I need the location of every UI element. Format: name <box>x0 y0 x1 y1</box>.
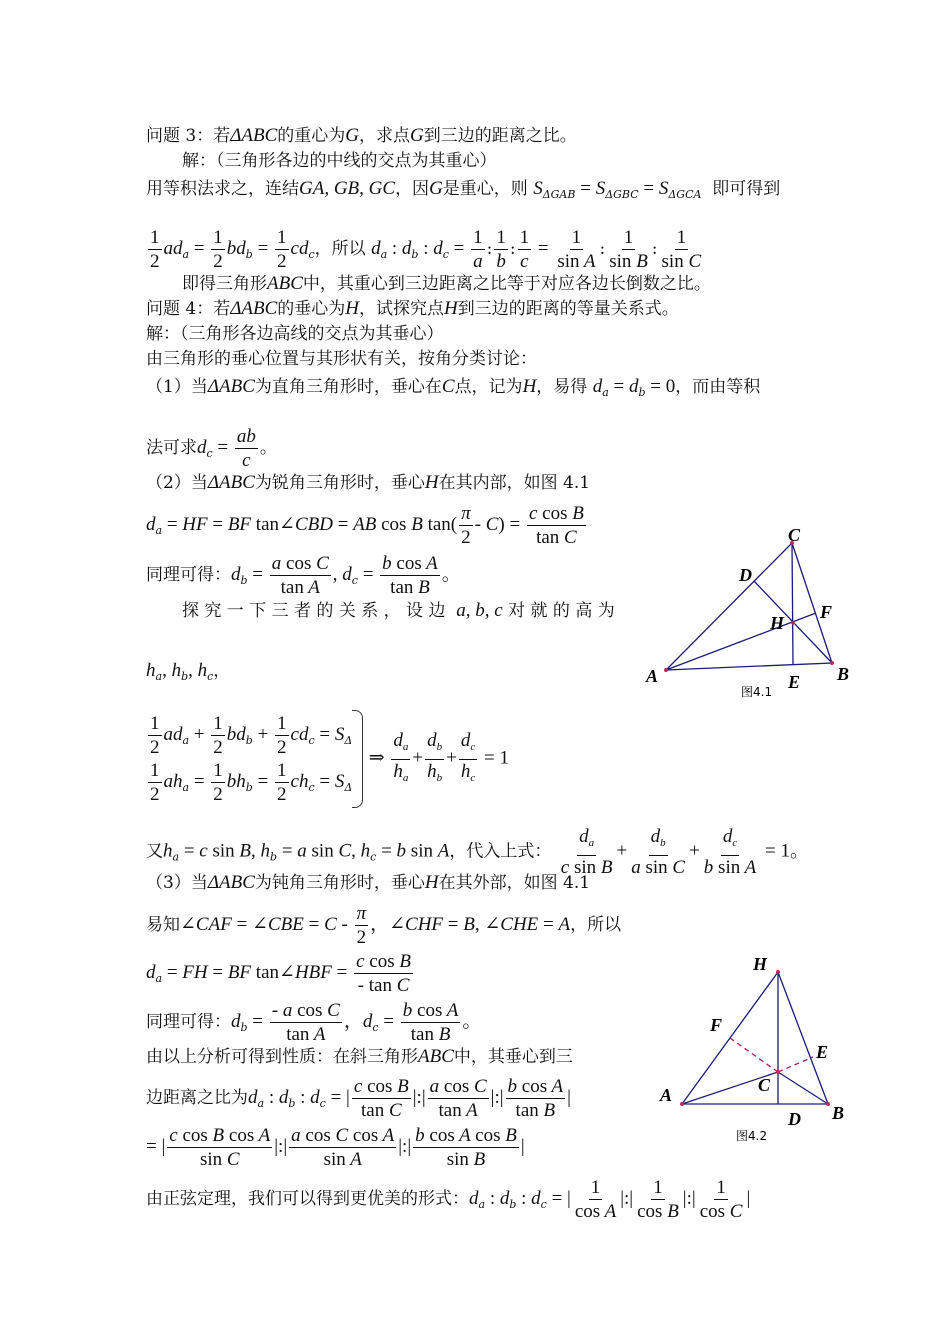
sine-law-line: 由正弦定理，我们可以得到更优美的形式：$d_a$ : $d_b$ : $d_c$ = | $\frac{1}{\text{cos A}}$ |:| $\frac{1}{\text{cos B}}$ |:| $\frac{1}{\text{cos C}}$ | <box>146 1177 751 1222</box>
fig2-BC <box>778 1072 828 1104</box>
summary-ratio2: = | $\frac{\text{c cos B cos A}}{\text{sin C}}$ |:| $\frac{\text{a cos C cos A}}{\text{sin A}}$ |:| $\frac{\text{b cos A cos B}}{\text{sin B}}$ | <box>146 1125 525 1170</box>
problem3-method-line: 用等积法求之，连结GA, GB, GC，因G是重心，则 $S_{\Delta GAB} = S_{\Delta GBC} = S_{\Delta GCA}$ 即可得到 <box>146 178 781 201</box>
problem4-intro: 由三角形的垂心位置与其形状有关，按角分类讨论： <box>146 349 537 369</box>
case2-line: （2）当ΔABC为锐角三角形时，垂心H在其内部，如图 4.1 <box>146 472 591 493</box>
fig1-caption: 图4.1 <box>741 685 773 699</box>
fig1-label-H: H <box>770 613 785 633</box>
case3-line: （3）当ΔABC为钝角三角形时，垂心H在其外部，如图 4.1 <box>146 872 591 893</box>
fig1-altitude-C <box>792 543 793 665</box>
problem3-conclusion: 即得三角形ABC中，其重心到三边距离之比等于对应各边长倒数之比。 <box>182 273 711 294</box>
problem4-title: 问题 4：若ΔABC的垂心为H，试探究点H到三边的距离的等量关系式。 <box>146 298 679 319</box>
fig1-triangle <box>666 543 832 670</box>
fig2-dash-CF <box>730 1038 778 1072</box>
fig1-label-C: C <box>788 525 801 545</box>
fig2-label-F: F <box>710 1015 723 1035</box>
figure-4-1 <box>636 525 866 705</box>
fig2-label-A: A <box>660 1085 673 1105</box>
problem4-solution-heading: 解：（三角形各边高线的交点为其垂心） <box>146 324 444 344</box>
fig2-label-H: H <box>753 954 768 974</box>
case3-angles: 易知∠CAF = ∠CBE = C - $\frac{\pi}{2}$ ，∠CHF = B, ∠CHE = A，所以 <box>146 903 622 948</box>
fig1-label-B: B <box>837 664 850 684</box>
fig2-HB <box>778 972 828 1104</box>
case2-substitute: 又$h_a = c$ sin B, $h_b = a$ sin C, $h_c = b$ sin A，代入上式： $\frac{d_a}{\text{c sin B}}$ + $\frac{d_b}{\text{a sin C}}$ + $\frac{d_c}{\text{b sin A}}$ = 1。 <box>146 826 809 878</box>
case2-similar: 同理可得：$d_b$ = $\frac{\text{a cos C}}{\text{tan A}}$ , $d_c$ = $\frac{\text{b cos A}}{\text{tan B}}$ 。 <box>146 553 461 598</box>
fig2-label-E: E <box>816 1042 829 1062</box>
summary-line: 由以上分析可得到性质：在斜三角形ABC中，其垂心到三 <box>146 1046 573 1067</box>
problem3-title: 问题 3：若ΔABC的重心为G，求点G到三边的距离之比。 <box>146 125 577 146</box>
case1-line: （1）当ΔABC为直角三角形时，垂心在C点，记为H，易得 $d_a = d_b = 0$，而由等积 <box>146 376 761 399</box>
summary-ratio: 边距离之比为$d_a$ : $d_b$ : $d_c$ = | $\frac{\text{c cos B}}{\text{tan C}}$ |:| $\frac{\text{a cos C}}{\text{tan A}}$ |:| $\frac{\text{b cos A}}{\text{tan B}}$ | <box>146 1076 571 1121</box>
case3-similar: 同理可得：$d_b$ = $\frac{\text{- a cos C}}{\text{tan A}}$ ，$d_c$ = $\frac{\text{b cos A}}{\text{tan B}}$ 。 <box>146 1000 482 1045</box>
fig2-label-C: C <box>758 1075 771 1095</box>
case1-line2: 法可求$d_c$ = $\frac{ab}{c}$ 。 <box>146 426 277 471</box>
problem3-solution-heading: 解：（三角形各边的中线的交点为其重心） <box>182 151 497 171</box>
fig2-caption: 图4.2 <box>736 1129 768 1143</box>
case3-equation: $d_a$ = FH = BF tan∠HBF = $\frac{\text{c cos B}}{\text{- tan C}}$ <box>146 951 411 996</box>
fig2-dash-CE <box>778 1057 813 1072</box>
fig2-label-B: B <box>832 1103 845 1123</box>
fig1-label-E: E <box>788 672 801 692</box>
case2-explore: 探 究 一 下 三 者 的 关 系 ， 设 边 a, b, c 对 就 的 高 为 <box>182 600 615 621</box>
case2-equation: $d_a$ = HF = BF tan∠CBD = AB cos B tan( $\frac{\pi}{2}$ - C) = $\frac{\text{c cos B}}{\text{tan C}}$ <box>146 503 584 548</box>
fig1-label-F: F <box>820 602 833 622</box>
fig1-label-D: D <box>739 565 752 585</box>
figure-4-2 <box>650 948 860 1148</box>
fig2-label-D: D <box>788 1109 801 1129</box>
case2-heights: $h_a$, $h_b$, $h_c$， <box>146 660 231 683</box>
case2-system: $\frac{1}{2}$ $ad_a$ + $\frac{1}{2}$ $bd_b$ + $\frac{1}{2}$ $cd_c = S_\Delta$ $\frac{1}{2}$ $ah_a$ = $\frac{1}{2}$ $bh_b$ = $\frac{1}{2}$ $ch_c = S_\Delta$ ⇒ $\frac{d_a}{h_a}$ + $\frac{d_b}{h_b}$ + $\frac{d_c}{h_c}$ = 1 <box>146 710 509 808</box>
problem3-equation: $\frac{1}{2}$ $ad_a$ = $\frac{1}{2}$ $bd_b$ = $\frac{1}{2}$ $cd_c$，所以 $d_a$ : $d_b$ : $d_c$ = $\frac{1}{a}$ : $\frac{1}{b}$ : $\frac{1}{c}$ = $\frac{1}{\text{sin A}}$ : $\frac{1}{\text{sin B}}$ : $\frac{1}{\text{sin C}}$ <box>150 227 702 272</box>
fig1-label-A: A <box>646 666 659 686</box>
